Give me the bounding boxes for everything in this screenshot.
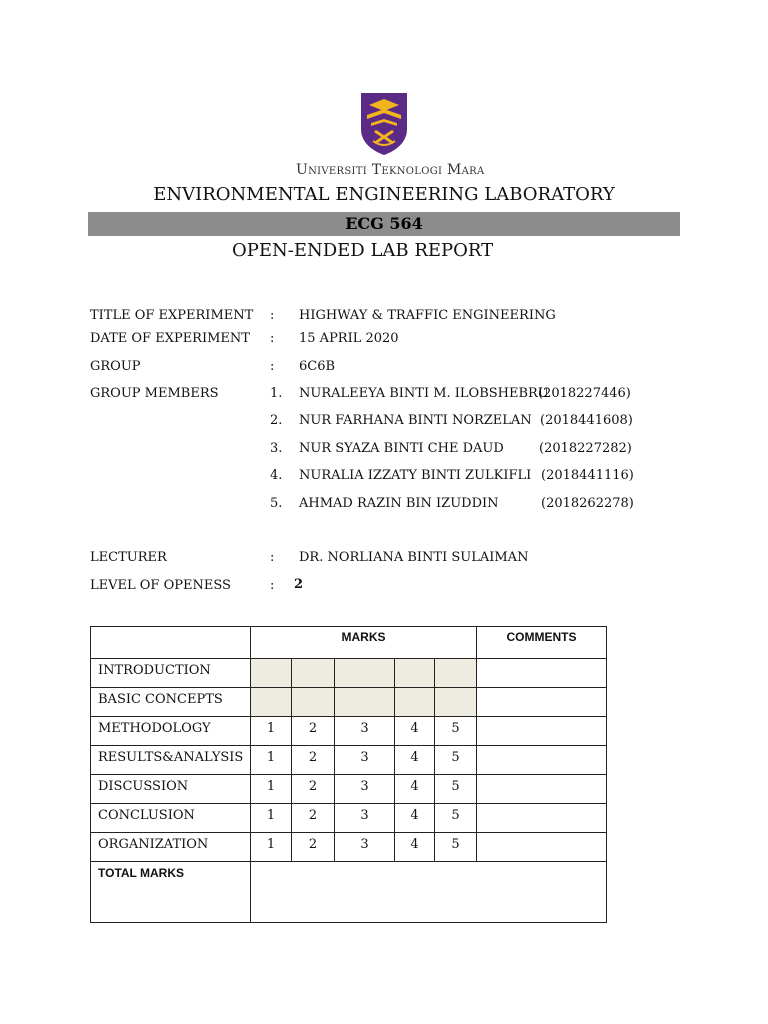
total-marks-cell xyxy=(251,862,607,923)
score-cell xyxy=(292,688,335,717)
score-cell: 3 xyxy=(335,717,395,746)
score-cell: 4 xyxy=(395,746,435,775)
score-cell: 2 xyxy=(292,804,335,833)
score-cell: 4 xyxy=(395,717,435,746)
date-value: 15 APRIL 2020 xyxy=(299,331,399,346)
row-label: BASIC CONCEPTS xyxy=(91,688,251,717)
uitm-logo xyxy=(359,91,409,157)
score-cell: 4 xyxy=(395,775,435,804)
score-cell: 5 xyxy=(435,717,477,746)
lecturer-label: LECTURER xyxy=(90,550,167,565)
member-no: 4. xyxy=(270,468,283,483)
table-row xyxy=(91,833,607,862)
score-cell xyxy=(435,659,477,688)
score-cell: 2 xyxy=(292,717,335,746)
member-name: NUR FARHANA BINTI NORZELAN xyxy=(299,413,532,428)
member-name: NURALEEYA BINTI M. ILOBSHEBRU xyxy=(299,386,549,401)
member-no: 2. xyxy=(270,413,283,428)
group-value: 6C6B xyxy=(299,359,336,374)
member-name: NURALIA IZZATY BINTI ZULKIFLI xyxy=(299,468,532,483)
member-id: (2018262278) xyxy=(541,496,634,511)
comment-cell xyxy=(477,659,607,688)
total-marks-label: TOTAL MARKS xyxy=(91,862,251,923)
score-cell: 2 xyxy=(292,775,335,804)
lab-title: ENVIRONMENTAL ENGINEERING LABORATORY xyxy=(153,184,615,205)
score-cell xyxy=(395,659,435,688)
row-label: DISCUSSION xyxy=(91,775,251,804)
title-label: TITLE OF EXPERIMENT xyxy=(90,308,254,323)
score-cell: 3 xyxy=(335,833,395,862)
member-no: 5. xyxy=(270,496,283,511)
comment-cell xyxy=(477,804,607,833)
score-cell: 5 xyxy=(435,746,477,775)
score-cell: 1 xyxy=(251,717,292,746)
score-cell: 1 xyxy=(251,804,292,833)
course-code: ECG 564 xyxy=(345,214,423,233)
comment-cell xyxy=(477,746,607,775)
score-cell xyxy=(335,688,395,717)
table-row xyxy=(91,746,607,775)
score-cell: 1 xyxy=(251,833,292,862)
report-title: OPEN-ENDED LAB REPORT xyxy=(232,240,494,261)
lecturer-value: DR. NORLIANA BINTI SULAIMAN xyxy=(299,550,529,565)
openess-value: 2 xyxy=(294,577,304,592)
member-name: AHMAD RAZIN BIN IZUDDIN xyxy=(299,496,499,511)
member-id: (2018441608) xyxy=(540,413,633,428)
total-row xyxy=(91,862,607,923)
table-row xyxy=(91,717,607,746)
university-name: Universiti Teknologi Mara xyxy=(296,162,485,178)
marks-header: MARKS xyxy=(251,627,477,659)
member-no: 1. xyxy=(270,386,283,401)
row-label: RESULTS&ANALYSIS xyxy=(91,746,251,775)
group-label: GROUP xyxy=(90,359,141,374)
score-cell xyxy=(335,659,395,688)
comment-cell xyxy=(477,717,607,746)
row-label: METHODOLOGY xyxy=(91,717,251,746)
score-cell xyxy=(251,659,292,688)
score-cell: 2 xyxy=(292,833,335,862)
score-cell: 1 xyxy=(251,746,292,775)
member-id: (2018227282) xyxy=(539,441,632,456)
score-cell: 5 xyxy=(435,833,477,862)
score-cell xyxy=(251,688,292,717)
marks-table xyxy=(90,626,607,923)
colon: : xyxy=(270,331,275,346)
row-label: INTRODUCTION xyxy=(91,659,251,688)
comment-cell xyxy=(477,688,607,717)
score-cell: 3 xyxy=(335,804,395,833)
openess-label: LEVEL OF OPENESS xyxy=(90,578,231,593)
score-cell: 5 xyxy=(435,804,477,833)
colon: : xyxy=(270,359,275,374)
colon: : xyxy=(270,308,275,323)
member-id: (2018227446) xyxy=(538,386,631,401)
table-row xyxy=(91,688,607,717)
score-cell: 3 xyxy=(335,775,395,804)
table-row xyxy=(91,775,607,804)
score-cell xyxy=(435,688,477,717)
table-row xyxy=(91,659,607,688)
score-cell: 5 xyxy=(435,775,477,804)
member-no: 3. xyxy=(270,441,283,456)
score-cell: 1 xyxy=(251,775,292,804)
title-value: HIGHWAY & TRAFFIC ENGINEERING xyxy=(299,308,556,323)
score-cell: 2 xyxy=(292,746,335,775)
colon: : xyxy=(270,578,275,593)
row-label: ORGANIZATION xyxy=(91,833,251,862)
score-cell xyxy=(395,688,435,717)
row-label: CONCLUSION xyxy=(91,804,251,833)
date-label: DATE OF EXPERIMENT xyxy=(90,331,250,346)
comment-cell xyxy=(477,833,607,862)
score-cell xyxy=(292,659,335,688)
member-name: NUR SYAZA BINTI CHE DAUD xyxy=(299,441,504,456)
comments-header: COMMENTS xyxy=(477,627,607,659)
member-id: (2018441116) xyxy=(541,468,634,483)
comment-cell xyxy=(477,775,607,804)
header-empty-cell xyxy=(91,627,251,659)
score-cell: 3 xyxy=(335,746,395,775)
table-row xyxy=(91,804,607,833)
members-label: GROUP MEMBERS xyxy=(90,386,219,401)
course-code-bar xyxy=(88,212,680,236)
score-cell: 4 xyxy=(395,833,435,862)
table-header-row xyxy=(91,627,607,659)
score-cell: 4 xyxy=(395,804,435,833)
colon: : xyxy=(270,550,275,565)
